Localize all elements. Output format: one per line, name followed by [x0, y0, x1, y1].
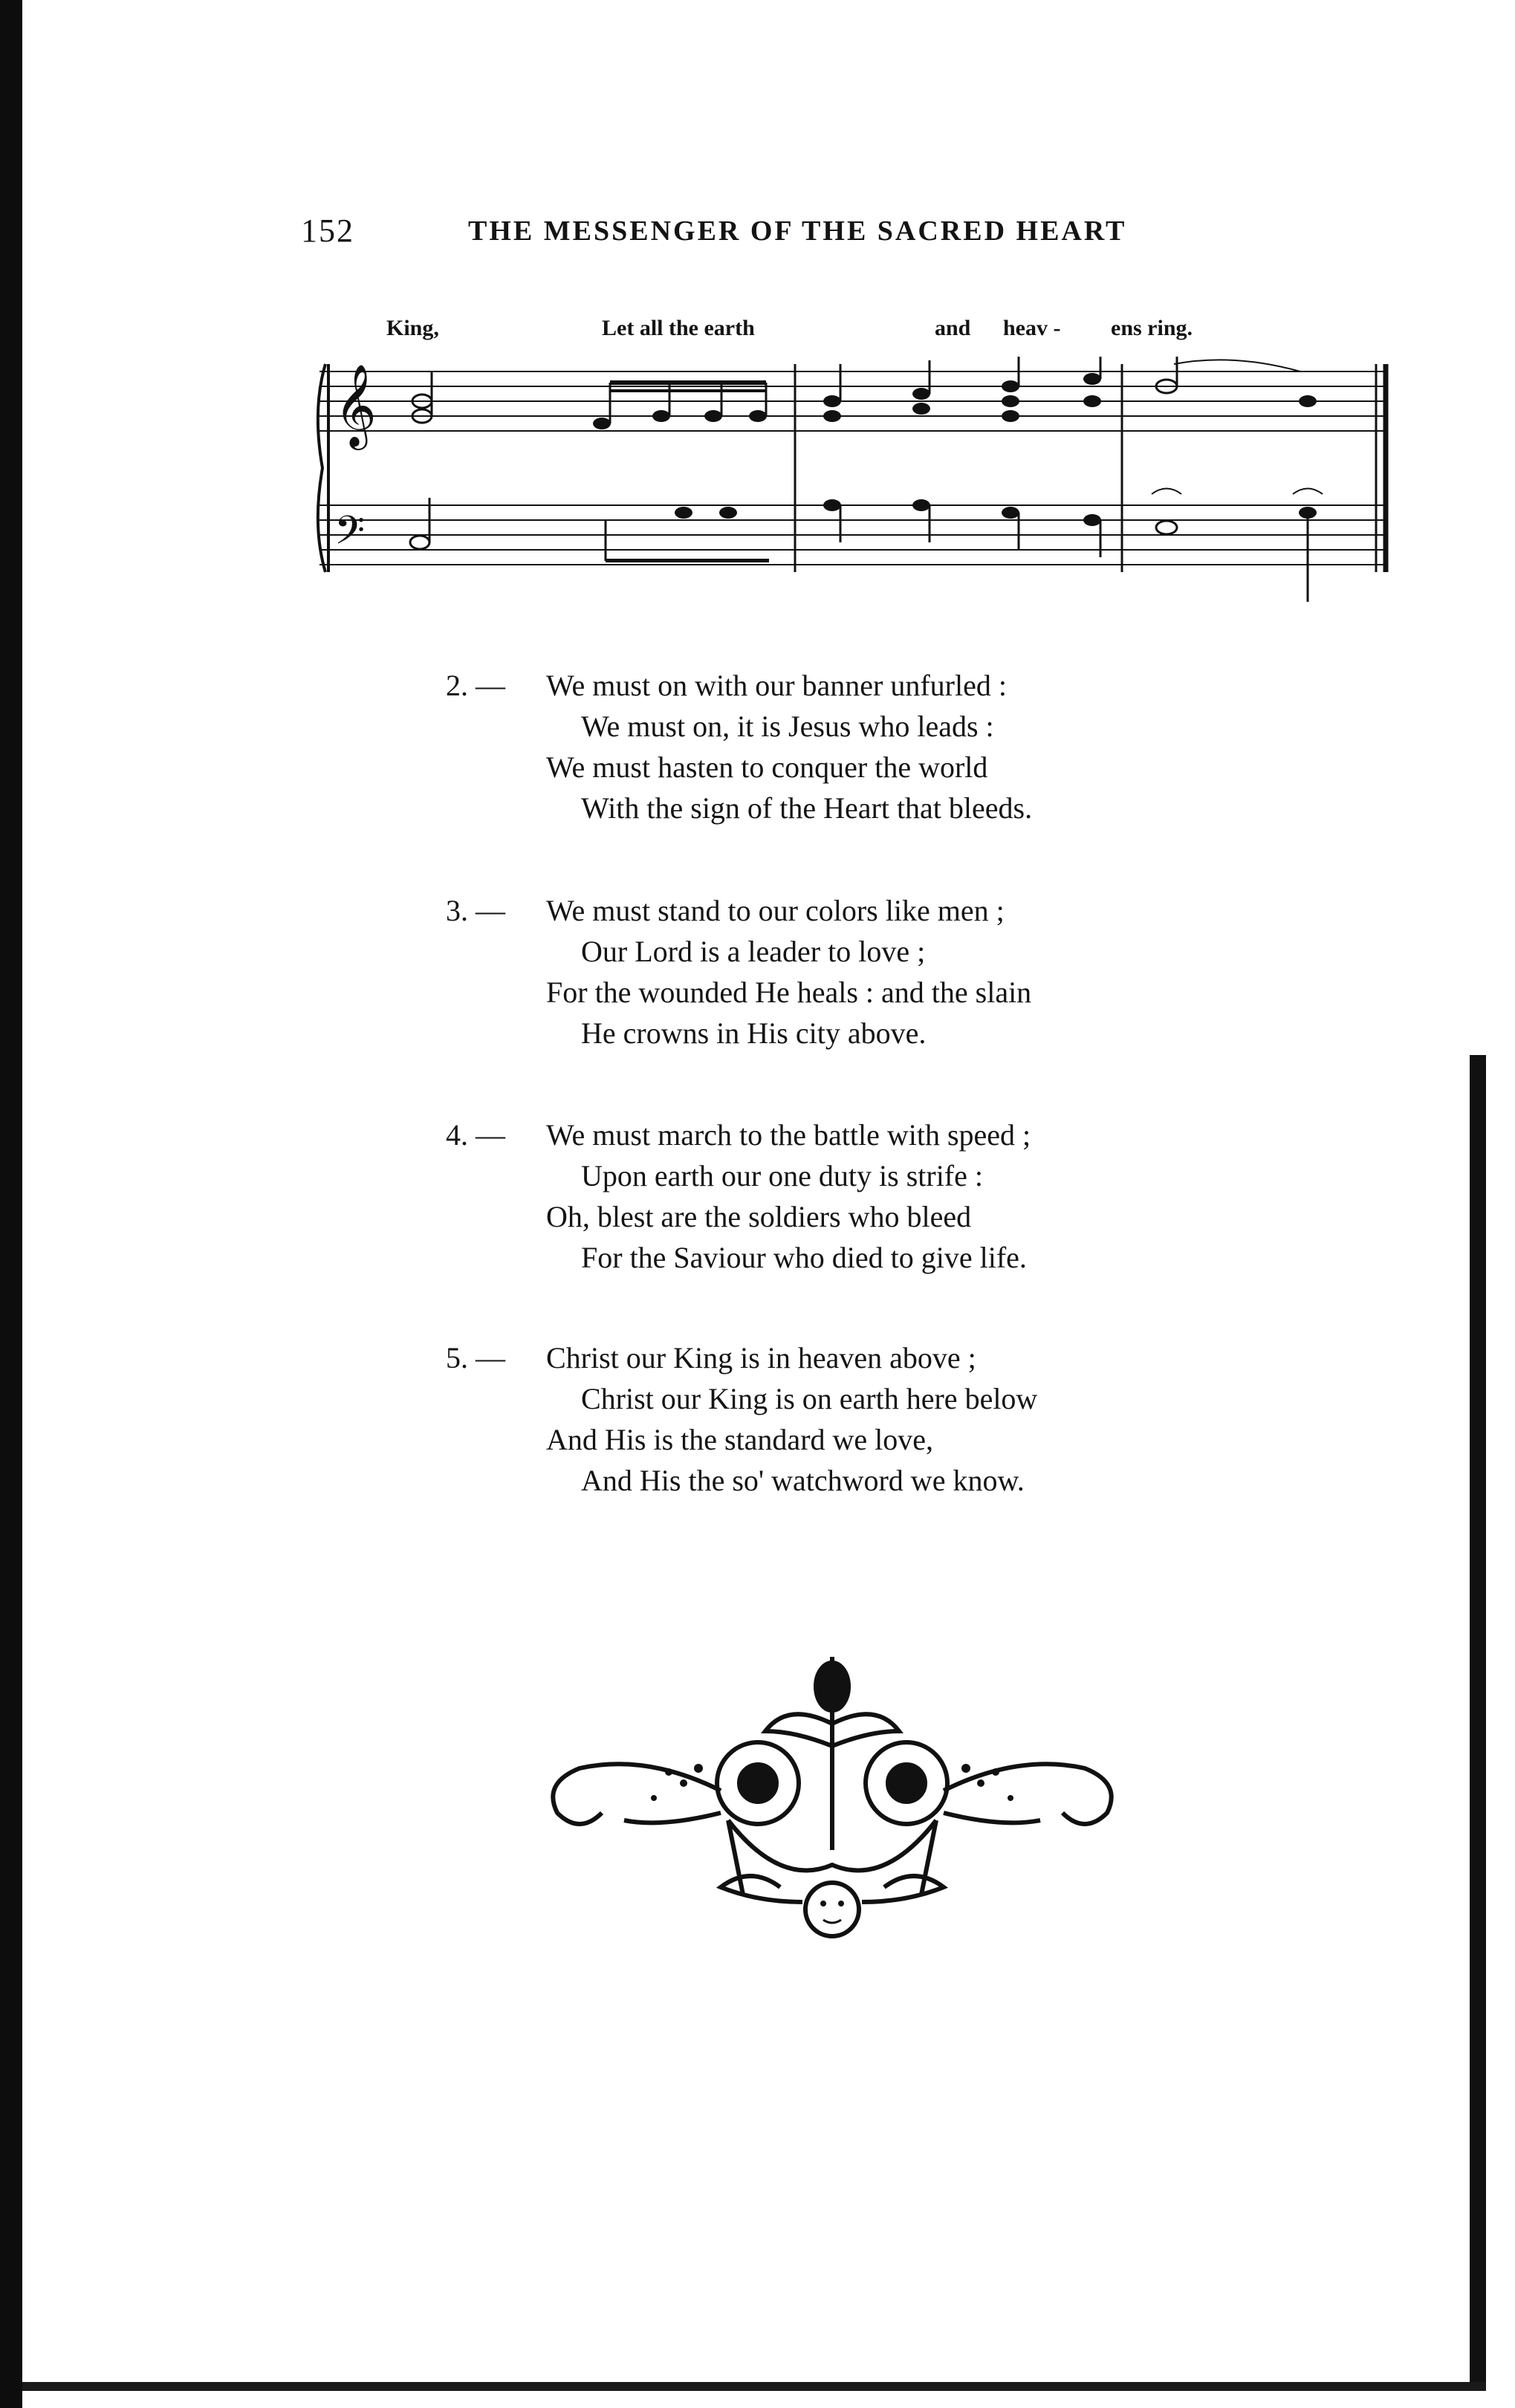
page-title: THE MESSENGER OF THE SACRED HEART [468, 215, 1127, 247]
verse-number: 4. — [446, 1118, 505, 1152]
svg-text:𝄞: 𝄞 [334, 363, 377, 447]
verse-number: 3. — [446, 894, 505, 927]
verse-line: And His the so' watchword we know. [581, 1464, 1025, 1497]
verse-line: We must hasten to conquer the world [546, 750, 988, 784]
verse-number: 5. — [446, 1341, 505, 1375]
verse-line: He crowns in His city above. [581, 1016, 927, 1050]
verse-3 [446, 890, 1263, 1054]
verse-4 [446, 1114, 1263, 1278]
verse-line: With the sign of the Heart that bleeds. [581, 791, 1033, 825]
svg-text:𝄢: 𝄢 [334, 508, 366, 563]
lyric-syllable: and [935, 316, 971, 340]
verse-5 [446, 1337, 1263, 1501]
lyric-syllable: ens ring. [1111, 316, 1193, 340]
page-edge-left [0, 0, 22, 2408]
verse-line: Oh, blest are the soldiers who bleed [546, 1200, 972, 1233]
verse-line: We must on with our banner unfurled : [546, 669, 1007, 702]
verse-line: For the Saviour who died to give life. [581, 1241, 1027, 1274]
verse-line: We must march to the battle with speed ; [546, 1118, 1031, 1152]
verse-number: 2. — [446, 669, 505, 702]
ornament-icon [535, 1642, 1129, 1984]
verse-line: We must on, it is Jesus who leads : [581, 710, 994, 743]
lyric-syllable: Let all the earth [602, 316, 755, 340]
verse-line: Our Lord is a leader to love ; [581, 935, 926, 968]
verse-line: Christ our King is on earth here below [581, 1382, 1038, 1415]
page-edge-right [1470, 1055, 1486, 2385]
music-score [312, 357, 1397, 609]
lyric-syllable: King, [386, 316, 439, 340]
verse-line: Christ our King is in heaven above ; [546, 1341, 976, 1375]
verse-line: We must stand to our colors like men ; [546, 894, 1005, 927]
running-head [301, 212, 1267, 256]
music-lyrics [386, 316, 1337, 353]
page-edge-bottom [22, 2382, 1486, 2391]
verse-line: Upon earth our one duty is strife : [581, 1159, 983, 1192]
lyric-syllable: heav - [1003, 316, 1061, 340]
verse-line: And His is the standard we love, [546, 1423, 934, 1456]
page-number: 152 [301, 212, 354, 249]
verse-line: For the wounded He heals : and the slain [546, 976, 1032, 1009]
verse-2 [446, 665, 1263, 828]
